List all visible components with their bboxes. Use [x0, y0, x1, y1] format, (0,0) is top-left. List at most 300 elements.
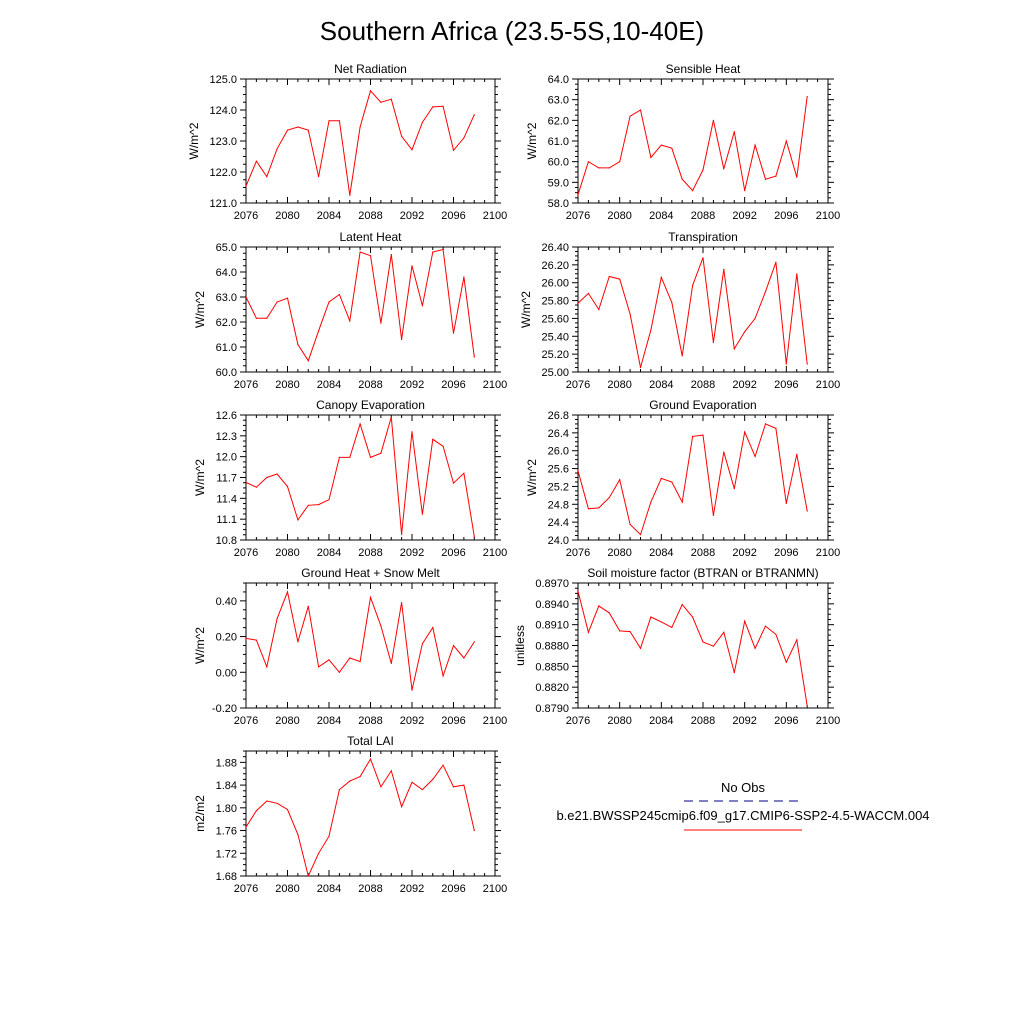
y-tick-label: 1.72	[215, 848, 237, 861]
data-point	[422, 514, 423, 515]
data-point	[682, 502, 683, 503]
data-point	[567, 614, 568, 615]
data-point	[463, 276, 464, 277]
y-tick-label: 121.0	[209, 198, 237, 210]
data-point	[474, 114, 475, 115]
y-tick-label: 25.20	[541, 349, 569, 362]
data-point	[765, 626, 766, 627]
panel-title: Ground Heat + Snow Melt	[301, 566, 440, 580]
data-point	[630, 524, 631, 525]
y-tick-label: 1.84	[215, 780, 237, 793]
data-point	[682, 355, 683, 356]
data-point	[380, 102, 381, 103]
x-tick-label: 2088	[358, 210, 383, 222]
data-point	[266, 318, 267, 319]
panels	[187, 62, 840, 895]
panel-title: Soil moisture factor (BTRAN or BTRANMN)	[587, 566, 819, 580]
y-tick-label: 0.8970	[535, 578, 569, 590]
y-tick-label: 58.0	[547, 198, 569, 210]
data-point	[463, 785, 464, 786]
x-tick-label: 2088	[358, 883, 383, 895]
x-tick-label: 2092	[399, 379, 425, 391]
x-tick-label: 2088	[358, 715, 383, 727]
data-point	[671, 302, 672, 303]
data-point	[422, 789, 423, 790]
data-point	[692, 436, 693, 437]
y-tick-label: 61.0	[547, 136, 569, 148]
data-point	[277, 473, 278, 474]
panel-title: Total LAI	[347, 734, 394, 748]
data-point	[588, 508, 589, 509]
data-point	[723, 452, 724, 453]
series-line	[568, 258, 808, 368]
x-tick-label: 2088	[690, 210, 716, 222]
data-point	[650, 329, 651, 330]
x-tick-label: 2096	[441, 210, 466, 222]
data-point	[807, 96, 808, 97]
data-point	[401, 806, 402, 807]
y-tick-label: 11.7	[216, 472, 237, 485]
x-tick-label: 2076	[233, 715, 259, 727]
y-tick-label: -0.20	[211, 703, 237, 715]
series-line	[568, 97, 808, 195]
data-point	[401, 339, 402, 340]
data-point	[360, 423, 361, 424]
data-point	[734, 348, 735, 349]
data-point	[443, 249, 444, 250]
data-point	[692, 190, 693, 191]
data-point	[650, 157, 651, 158]
y-tick-label: 26.4	[547, 427, 569, 440]
y-tick-label: 62.0	[215, 317, 237, 329]
data-point	[401, 534, 402, 535]
x-tick-label: 2080	[607, 715, 632, 727]
data-point	[453, 483, 454, 484]
data-point	[650, 502, 651, 503]
data-point	[380, 453, 381, 454]
x-tick-label: 2080	[275, 210, 300, 222]
series-line	[568, 591, 808, 706]
data-point	[755, 318, 756, 319]
data-point	[277, 301, 278, 302]
x-tick-label: 2084	[316, 547, 342, 559]
x-tick-label: 2096	[774, 210, 799, 222]
data-point	[640, 367, 641, 368]
data-point	[796, 639, 797, 640]
y-tick-label: 0.8910	[535, 619, 569, 632]
y-tick-label: 11.4	[216, 493, 237, 506]
data-point	[702, 169, 703, 170]
y-tick-label: 0.40	[215, 595, 237, 608]
data-point	[287, 591, 288, 592]
data-point	[411, 782, 412, 783]
y-axis-label: W/m^2	[193, 627, 208, 664]
y-tick-label: 60.0	[547, 156, 569, 169]
data-point	[609, 167, 610, 168]
data-point	[640, 648, 641, 649]
plot-frame	[246, 415, 495, 540]
x-tick-label: 2100	[815, 547, 841, 559]
x-tick-label: 2096	[441, 379, 466, 391]
data-point	[235, 695, 236, 696]
data-point	[723, 632, 724, 633]
y-tick-label: 0.8790	[535, 703, 569, 715]
series-line	[236, 91, 475, 196]
x-tick-label: 2076	[565, 379, 591, 391]
x-tick-label: 2088	[690, 547, 716, 559]
data-point	[650, 616, 651, 617]
y-tick-label: 12.3	[215, 430, 237, 443]
data-point	[432, 439, 433, 440]
data-point	[443, 765, 444, 766]
data-point	[692, 285, 693, 286]
data-point	[391, 254, 392, 255]
data-point	[360, 126, 361, 127]
x-tick-label: 2076	[565, 715, 591, 727]
chart-panel	[187, 62, 507, 222]
data-point	[411, 690, 412, 691]
data-point	[308, 130, 309, 131]
data-point	[702, 641, 703, 642]
x-tick-label: 2092	[732, 210, 757, 222]
y-tick-label: 61.0	[215, 342, 237, 354]
data-point	[411, 265, 412, 266]
x-tick-label: 2096	[774, 547, 799, 559]
data-point	[256, 810, 257, 811]
data-point	[453, 645, 454, 646]
x-tick-label: 2100	[815, 715, 841, 727]
x-tick-label: 2076	[233, 210, 259, 222]
y-tick-label: 0.8850	[535, 661, 569, 674]
y-tick-label: 0.20	[215, 631, 237, 644]
y-tick-label: 64.0	[547, 74, 569, 86]
data-point	[661, 277, 662, 278]
data-point	[432, 251, 433, 252]
data-point	[775, 176, 776, 177]
data-point	[349, 457, 350, 458]
data-point	[422, 643, 423, 644]
x-tick-label: 2084	[316, 883, 342, 895]
data-point	[339, 789, 340, 790]
y-tick-label: 0.8880	[535, 640, 569, 653]
x-tick-label: 2080	[275, 547, 300, 559]
x-tick-label: 2088	[358, 547, 383, 559]
data-point	[401, 136, 402, 137]
x-tick-label: 2096	[774, 715, 799, 727]
y-tick-label: 125.0	[209, 74, 237, 86]
data-point	[308, 606, 309, 607]
y-tick-label: 12.0	[215, 451, 237, 464]
data-point	[713, 515, 714, 516]
data-point	[463, 137, 464, 138]
data-point	[360, 251, 361, 252]
data-point	[723, 269, 724, 270]
data-point	[463, 473, 464, 474]
data-point	[765, 423, 766, 424]
data-point	[796, 273, 797, 274]
data-point	[744, 621, 745, 622]
data-point	[287, 486, 288, 487]
data-point	[339, 457, 340, 458]
data-point	[661, 478, 662, 479]
y-tick-label: 123.0	[209, 136, 237, 148]
data-point	[256, 640, 257, 641]
data-point	[391, 663, 392, 664]
data-point	[432, 627, 433, 628]
data-point	[598, 309, 599, 310]
data-point	[588, 293, 589, 294]
x-tick-label: 2088	[690, 715, 716, 727]
x-tick-label: 2100	[815, 210, 841, 222]
x-tick-label: 2076	[565, 547, 591, 559]
data-point	[277, 803, 278, 804]
x-tick-label: 2100	[482, 547, 508, 559]
data-point	[339, 294, 340, 295]
x-tick-label: 2080	[275, 883, 300, 895]
data-point	[744, 190, 745, 191]
legend	[556, 780, 929, 830]
panel-title: Ground Evaporation	[649, 398, 757, 412]
page-title: Southern Africa (23.5-5S,10-40E)	[319, 16, 705, 46]
data-point	[349, 781, 350, 782]
data-point	[702, 257, 703, 258]
x-tick-label: 2084	[316, 379, 342, 391]
data-point	[391, 770, 392, 771]
y-tick-label: 59.0	[547, 177, 569, 190]
data-point	[734, 131, 735, 132]
series-line	[236, 592, 475, 696]
data-point	[588, 632, 589, 633]
data-point	[755, 145, 756, 146]
y-axis-label: unitless	[512, 625, 527, 666]
y-tick-label: 0.8940	[535, 598, 569, 611]
x-tick-label: 2076	[233, 379, 259, 391]
data-point	[619, 161, 620, 162]
data-point	[734, 488, 735, 489]
data-point	[339, 672, 340, 673]
data-point	[567, 171, 568, 172]
data-point	[786, 140, 787, 141]
y-tick-label: 25.6	[547, 463, 569, 476]
data-point	[661, 145, 662, 146]
data-point	[432, 779, 433, 780]
data-point	[598, 167, 599, 168]
chart-panel	[193, 230, 507, 391]
data-point	[713, 646, 714, 647]
y-tick-label: 1.88	[215, 757, 237, 770]
data-point	[796, 454, 797, 455]
data-point	[474, 356, 475, 357]
y-tick-label: 25.80	[541, 295, 569, 308]
data-point	[682, 179, 683, 180]
x-tick-label: 2100	[482, 715, 508, 727]
data-point	[297, 519, 298, 520]
x-tick-label: 2092	[399, 715, 425, 727]
data-point	[609, 497, 610, 498]
data-point	[370, 597, 371, 598]
data-point	[380, 323, 381, 324]
data-point	[266, 666, 267, 667]
data-point	[256, 318, 257, 319]
x-tick-label: 2076	[565, 210, 591, 222]
data-point	[411, 149, 412, 150]
data-point	[474, 641, 475, 642]
x-tick-label: 2080	[275, 379, 300, 391]
y-axis-label: W/m^2	[193, 459, 208, 496]
data-point	[713, 342, 714, 343]
plot-frame	[246, 79, 495, 203]
y-tick-label: 0.00	[215, 667, 237, 680]
y-tick-label: 26.8	[547, 410, 569, 422]
data-point	[266, 800, 267, 801]
plot-frame	[246, 751, 495, 876]
panel-title: Net Radiation	[334, 62, 407, 76]
data-point	[328, 499, 329, 500]
data-point	[318, 853, 319, 854]
x-tick-label: 2092	[732, 379, 757, 391]
data-point	[609, 612, 610, 613]
data-point	[786, 363, 787, 364]
data-point	[256, 161, 257, 162]
plot-frame	[578, 415, 828, 540]
data-point	[308, 360, 309, 361]
data-point	[297, 126, 298, 127]
y-axis-label: W/m^2	[187, 122, 201, 160]
data-point	[661, 621, 662, 622]
data-point	[328, 836, 329, 837]
data-point	[370, 758, 371, 759]
data-point	[598, 507, 599, 508]
data-point	[422, 122, 423, 123]
chart-panel	[193, 398, 507, 559]
data-point	[318, 176, 319, 177]
data-point	[318, 666, 319, 667]
data-point	[723, 168, 724, 169]
chart-panel	[193, 566, 507, 727]
data-point	[807, 510, 808, 511]
data-point	[630, 313, 631, 314]
x-tick-label: 2084	[649, 547, 674, 559]
data-point	[744, 431, 745, 432]
y-tick-label: 26.0	[547, 445, 569, 458]
data-point	[256, 487, 257, 488]
x-tick-label: 2096	[441, 715, 466, 727]
data-point	[411, 431, 412, 432]
x-tick-label: 2084	[316, 210, 342, 222]
data-point	[630, 116, 631, 117]
series-line	[568, 424, 808, 535]
data-point	[370, 457, 371, 458]
data-point	[422, 305, 423, 306]
x-tick-label: 2100	[482, 379, 508, 391]
data-point	[443, 675, 444, 676]
data-point	[619, 279, 620, 280]
y-tick-label: 122.0	[209, 167, 237, 179]
x-tick-label: 2100	[815, 379, 841, 391]
data-point	[391, 417, 392, 418]
x-tick-label: 2080	[607, 547, 632, 559]
x-tick-label: 2100	[482, 883, 508, 895]
y-tick-label: 26.40	[541, 242, 569, 254]
y-tick-label: 63.0	[215, 292, 237, 304]
x-tick-label: 2076	[233, 883, 259, 895]
data-point	[287, 809, 288, 810]
plot-frame	[578, 79, 828, 203]
data-point	[443, 446, 444, 447]
data-point	[796, 177, 797, 178]
data-point	[640, 534, 641, 535]
data-point	[380, 625, 381, 626]
data-point	[702, 435, 703, 436]
x-tick-label: 2096	[774, 379, 799, 391]
data-point	[235, 192, 236, 193]
data-point	[744, 331, 745, 332]
panel-title: Sensible Heat	[665, 62, 741, 76]
y-tick-label: 1.76	[215, 825, 237, 838]
data-point	[318, 330, 319, 331]
x-tick-label: 2080	[275, 715, 300, 727]
chart-panel	[513, 566, 840, 727]
legend-obs-label: No Obs	[720, 780, 766, 795]
data-point	[297, 641, 298, 642]
data-point	[713, 120, 714, 121]
y-tick-label: 24.0	[547, 535, 569, 547]
data-point	[671, 627, 672, 628]
data-point	[380, 786, 381, 787]
data-point	[734, 672, 735, 673]
panel-title: Latent Heat	[339, 230, 402, 244]
y-axis-label: W/m^2	[519, 291, 533, 328]
y-tick-label: 0.8820	[535, 682, 569, 695]
series-line	[236, 759, 475, 876]
panel-title: Canopy Evaporation	[316, 398, 425, 412]
plot-frame	[578, 247, 828, 372]
data-point	[640, 109, 641, 110]
y-tick-label: 26.00	[541, 277, 569, 290]
y-tick-label: 11.1	[216, 514, 237, 527]
y-tick-label: 1.80	[215, 802, 237, 815]
x-tick-label: 2084	[649, 379, 674, 391]
plot-frame	[578, 583, 828, 708]
data-point	[775, 428, 776, 429]
y-axis-label: W/m^2	[525, 459, 540, 496]
data-point	[619, 630, 620, 631]
x-tick-label: 2076	[233, 547, 259, 559]
series-line	[236, 417, 475, 536]
data-point	[328, 120, 329, 121]
data-point	[308, 505, 309, 506]
data-point	[474, 536, 475, 537]
x-tick-label: 2080	[607, 379, 632, 391]
y-axis-label: m2/m2	[193, 795, 208, 832]
data-point	[609, 276, 610, 277]
data-point	[453, 333, 454, 334]
y-tick-label: 12.6	[215, 410, 237, 422]
data-point	[328, 659, 329, 660]
y-tick-label: 25.00	[541, 367, 569, 379]
y-tick-label: 26.20	[541, 259, 569, 272]
data-point	[786, 662, 787, 663]
data-point	[755, 456, 756, 457]
data-point	[287, 130, 288, 131]
x-tick-label: 2084	[649, 210, 674, 222]
y-tick-label: 10.8	[215, 535, 237, 547]
data-point	[328, 301, 329, 302]
data-point	[682, 604, 683, 605]
data-point	[588, 161, 589, 162]
x-tick-label: 2092	[399, 210, 425, 222]
data-point	[370, 90, 371, 91]
